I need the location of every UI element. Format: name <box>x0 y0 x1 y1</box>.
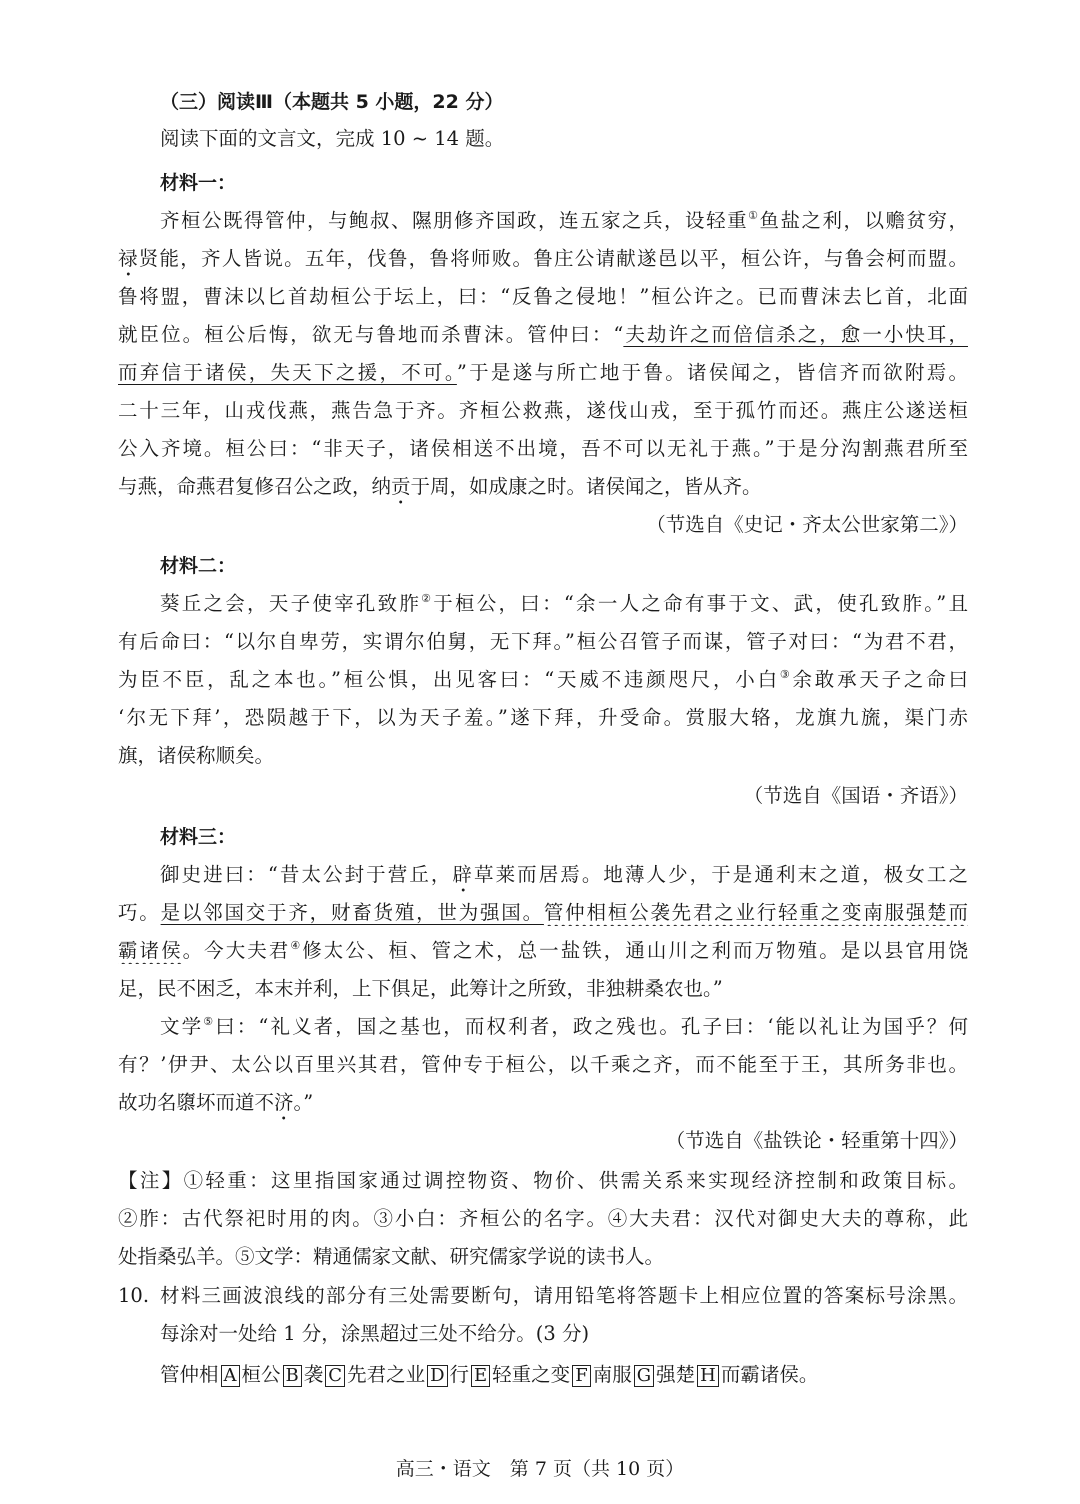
material3-source: （节选自《盐铁论・轻重第十四》） <box>665 1129 968 1152</box>
material3-line7: 故功名隳坏而道不济。” <box>118 1091 314 1114</box>
option-box-e[interactable]: E <box>471 1365 490 1387</box>
note-mark-4: ④ <box>290 939 303 952</box>
note-mark-5: ⑤ <box>203 1015 216 1028</box>
option-box-f[interactable]: F <box>572 1365 591 1387</box>
segment: 而霸诸侯。 <box>720 1363 819 1386</box>
emphasis-char-gong: 贡 <box>391 475 411 498</box>
material1-line8: 与燕，命燕君复修召公之政，纳贡于周，如成康之时。诸侯闻之，皆从齐。 <box>118 475 762 498</box>
segment: 桓公 <box>241 1363 281 1386</box>
material1-label: 材料一： <box>160 172 237 194</box>
material3-line1: 御史进曰：“昔太公封于营丘，辟草莱而居焉。地薄人少，于是通利末之道，极女工之 <box>160 863 968 886</box>
notes-line1: 【注】①轻重：这里指国家通过调控物资、物价、供需关系来实现经济控制和政策目标。 <box>118 1169 968 1192</box>
option-box-b[interactable]: B <box>283 1365 302 1387</box>
notes-line2: ②胙：古代祭祀时用的肉。③小白：齐桓公的名字。④大夫君：汉代对御史大夫的尊称，此 <box>118 1207 968 1230</box>
segment: 袭 <box>303 1363 324 1386</box>
material1-source: （节选自《史记・齐太公世家第二》） <box>646 513 968 536</box>
note-mark-3: ③ <box>779 668 793 681</box>
option-box-h[interactable]: H <box>697 1365 719 1387</box>
note-mark-1: ① <box>748 209 760 222</box>
option-box-g[interactable]: G <box>634 1365 654 1387</box>
material1-line2: 禄贤能，齐人皆说。五年，伐鲁，鲁将师败。鲁庄公请献遂邑以平，桓公许，与鲁会柯而盟。 <box>118 247 968 270</box>
segment: 轻重之变 <box>492 1363 571 1386</box>
material3-label: 材料三： <box>160 826 237 848</box>
material3-line3: 霸诸侯。今大夫君④修太公、桓、管之术，总一盐铁，通山川之利而万物殖。是以县官用饶 <box>118 939 968 962</box>
segment: 管仲相 <box>160 1363 219 1386</box>
emphasis-char-ji: 济 <box>274 1091 294 1114</box>
material2-line5: 旗，诸侯称顺矣。 <box>118 744 275 767</box>
underlined-sentence-3: 是以邻国交于齐，财畜货殖，世为强国。 <box>160 901 544 924</box>
material1-line1: 齐桓公既得管仲，与鲍叔、隰朋修齐国政，连五家之兵，设轻重①鱼盐之利，以赡贫穷， <box>160 209 968 232</box>
material3-line2: 巧。是以邻国交于齐，财畜货殖，世为强国。管仲相桓公袭先君之业行轻重之变南服强楚而 <box>118 901 968 924</box>
segment: 南服 <box>592 1363 632 1386</box>
material1-line7: 公入齐境。桓公曰：“非天子，诸侯相送不出境，吾不可以无礼于燕。”于是分沟割燕君所至 <box>118 437 968 460</box>
emphasis-char-pi: 辟 <box>452 863 474 886</box>
material2-line3: 为臣不臣，乱之本也。”桓公惧，出见客曰：“天威不违颜咫尺，小白③余敢承天子之命曰 <box>118 668 968 691</box>
underlined-sentence-part2: 而弃信于诸侯，失天下之援，不可。 <box>118 361 457 384</box>
material2-line1: 葵丘之会，天子使宰孔致胙②于桓公，曰：“余一人之命有事于文、武，使孔致胙。”且 <box>160 592 968 615</box>
material2-label: 材料二： <box>160 555 237 577</box>
option-box-a[interactable]: A <box>221 1365 240 1387</box>
notes-line3: 处指桑弘羊。⑤文学：精通儒家文献、研究儒家学说的读书人。 <box>118 1245 665 1268</box>
material1-line5: 而弃信于诸侯，失天下之援，不可。”于是遂与所亡地于鲁。诸侯闻之，皆信齐而欲附焉。 <box>118 361 968 384</box>
material3-line6: 有？’伊尹、太公以百里兴其君，管仲专于桓公，以千乘之齐，而不能至于王，其所务非也。 <box>118 1053 968 1076</box>
underlined-sentence-part1: 夫劫许之而倍信杀之，愈一小快耳， <box>623 323 968 346</box>
note-mark-2: ② <box>421 592 434 605</box>
section-instruction: 阅读下面的文言文，完成 10 ~ 14 题。 <box>160 127 505 150</box>
question10-number: 10. <box>118 1284 150 1307</box>
material2-line2: 有后命曰：“以尔自卑劳，实谓尔伯舅，无下拜。”桓公召管子而谋，管子对曰：“为君不君， <box>118 630 968 653</box>
material3-line4: 足，民不困乏，本末并利，上下俱足，此筹计之所致，非独耕桑农也。” <box>118 977 723 1000</box>
section-heading: （三）阅读Ⅲ（本题共 5 小题，22 分） <box>160 91 504 113</box>
material2-source: （节选自《国语・齐语》） <box>743 784 968 807</box>
question10-options <box>160 1362 818 1388</box>
question10-line1: 材料三画波浪线的部分有三处需要断句，请用铅笔将答题卡上相应位置的答案标号涂黑。 <box>160 1284 968 1307</box>
wavy-sentence-part2: 霸诸侯 <box>118 939 183 962</box>
wavy-sentence-part1: 管仲相桓公袭先君之业行轻重之变南服强楚而 <box>543 901 968 924</box>
segment: 先君之业 <box>347 1363 426 1386</box>
material2-line4: ‘尔无下拜’，恐陨越于下，以为天子羞。”遂下拜，升受命。赏服大辂，龙旗九旒，渠门赤 <box>118 706 968 729</box>
page-footer: 高三・语文 第 7 页（共 10 页） <box>395 1458 685 1480</box>
option-box-c[interactable]: C <box>325 1365 345 1387</box>
option-box-d[interactable]: D <box>427 1365 447 1387</box>
material3-line5: 文学⑤曰：“礼义者，国之基也，而权利者，政之残也。孔子曰：‘能以礼让为国乎？何 <box>160 1015 968 1038</box>
question10-line2: 每涂对一处给 1 分，涂黑超过三处不给分。(3 分) <box>160 1322 590 1345</box>
segment: 行 <box>449 1363 470 1386</box>
segment: 强楚 <box>656 1363 696 1386</box>
material1-line4: 就臣位。桓公后悔，欲无与鲁地而杀曹沫。管仲曰：“夫劫许之而倍信杀之，愈一小快耳， <box>118 323 968 346</box>
material1-line3: 鲁将盟，曹沫以匕首劫桓公于坛上，曰：“反鲁之侵地！”桓公许之。已而曹沫去匕首，北面 <box>118 285 968 308</box>
emphasis-char-lu: 禄 <box>118 247 139 270</box>
material1-line6: 二十三年，山戎伐燕，燕告急于齐。齐桓公救燕，遂伐山戎，至于孤竹而还。燕庄公遂送桓 <box>118 399 968 422</box>
